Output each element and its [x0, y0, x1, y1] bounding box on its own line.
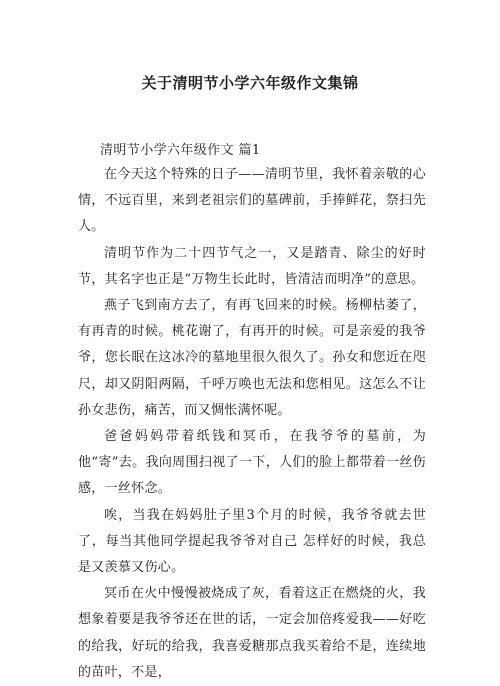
- paragraph: 在今天这个特殊的日子——清明节里，我怀着亲敬的心情，不远百里，来到老祖宗们的墓碑前，手捧鲜花，祭扫先人。: [78, 167, 426, 235]
- document-title: 关于清明节小学六年级作文集锦: [141, 74, 359, 92]
- paragraph: 清明节作为二十四节气之一，又是踏青、除尘的好时节，其名字也正是“万物生长此时，皆清洁而明净”的意思。: [78, 245, 426, 287]
- article-body: [78, 162, 426, 686]
- paragraph: 唉，当我在妈妈肚子里3个月的时候，我爷爷就去世了，每当其他同学提起我爷爷对自己 怎样好的时候，我总是又羡慕又伤心。: [78, 507, 426, 576]
- paragraph: 冥币在火中慢慢被烧成了灰，看着这正在燃烧的火，我想象着要是我爷爷还在世的话，一定会加倍疼爱我——好吃的给我，好玩的给我，我喜爱糖那点我买着给不是，连续地的苗叶，不是，: [78, 586, 426, 680]
- section-heading: 清明节小学六年级作文 篇1: [100, 143, 261, 158]
- paragraph: 爸爸妈妈带着纸钱和冥币，在我爷爷的墓前，为他“寄”去。我向周围扫视了一下，人们的脸上都带着一丝伤感，一丝怀念。: [78, 429, 426, 497]
- paragraph: 燕子飞到南方去了，有再飞回来的时候。杨柳枯萎了，有再青的时候。桃花谢了，有再开的时候。可是亲爱的我爷爷，您长眠在这冰冷的墓地里很久很久了。孙女和您近在咫尺，却又阴阳两隔，千呼万唤也无法和您相见。这怎么不让孙女悲伤，痛苦，而又惆怅满怀呢。: [78, 298, 426, 418]
